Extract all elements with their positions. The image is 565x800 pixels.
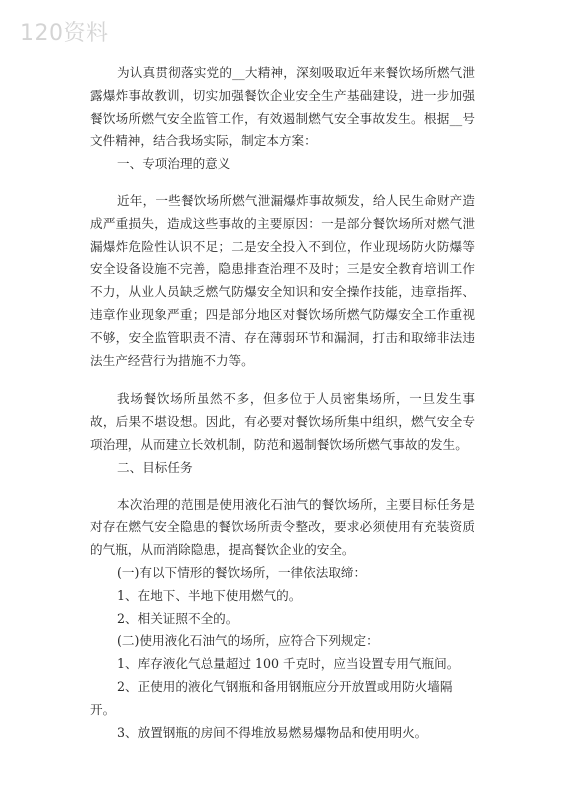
document-body <box>90 62 475 744</box>
significance-paragraph-2: 我场餐饮场所虽然不多，但多位于人员密集场所，一旦发生事故，后果不堪设想。因此，有必要对餐饮场所集中组织，燃气安全专项治理，从而建立长效机制，防范和遏制餐饮场所燃气事故的发生。 <box>90 391 475 452</box>
significance-paragraph-1: 近年，一些餐饮场所燃气泄漏爆炸事故频发，给人民生命财产造成严重损失，造成这些事故的主要原因：一是部分餐饮场所对燃气泄漏爆炸危险性认识不足；二是安全投入不到位，作业现场防火防爆等安全设备设施不完善，隐患排查治理不及时；三是安全教育培训工作不力，从业人员缺乏燃气防爆安全知识和安全操作技能，违章指挥、违章作业现象严重；四是部分地区对餐饮场所燃气防爆安全工作重视不够，安全监管职责不清、存在薄弱环节和漏洞，打击和取缔非法违法生产经营行为措施不力等。 <box>90 192 475 368</box>
ban-item-2: 2、相关证照不全的。 <box>117 610 239 626</box>
intro-paragraph: 为认真贯彻落实党的__大精神，深刻吸取近年来餐饮场所燃气泄露爆炸事故教训，切实加强餐饮企业安全生产基础建设，进一步加强餐饮场所燃气安全监管工作，有效遏制燃气安全事故发生。根据__号文件精神，结合我场实际，制定本方案： <box>90 65 475 149</box>
lpg-rule-item-3: 3、放置钢瓶的房间不得堆放易燃易爆物品和使用明火。 <box>117 724 428 740</box>
subsection-heading-ban: (一)有以下情形的餐饮场所，一律依法取缔： <box>117 564 367 580</box>
subsection-heading-lpg-rules: (二)使用液化石油气的场所，应符合下列规定： <box>117 633 379 649</box>
goals-paragraph: 本次治理的范围是使用液化石油气的餐饮场所，主要目标任务是对存在燃气安全隐患的餐饮场所责令整改，要求必须使用有充装资质的气瓶，从而消除隐患，提高餐饮企业的安全。 <box>90 496 475 558</box>
ban-item-1: 1、在地下、半地下使用燃气的。 <box>117 587 302 603</box>
lpg-rule-item-2: 2、正使用的液化气钢瓶和备用钢瓶应分开放置或用防火墙隔开。 <box>90 678 453 717</box>
section-heading-goals: 二、目标任务 <box>117 459 193 475</box>
section-heading-significance: 一、专项治理的意义 <box>117 156 231 172</box>
watermark-logo: 120资料 <box>20 21 109 46</box>
lpg-rule-item-1: 1、库存液化气总量超过 100 千克时，应当设置专用气瓶间。 <box>117 656 460 672</box>
